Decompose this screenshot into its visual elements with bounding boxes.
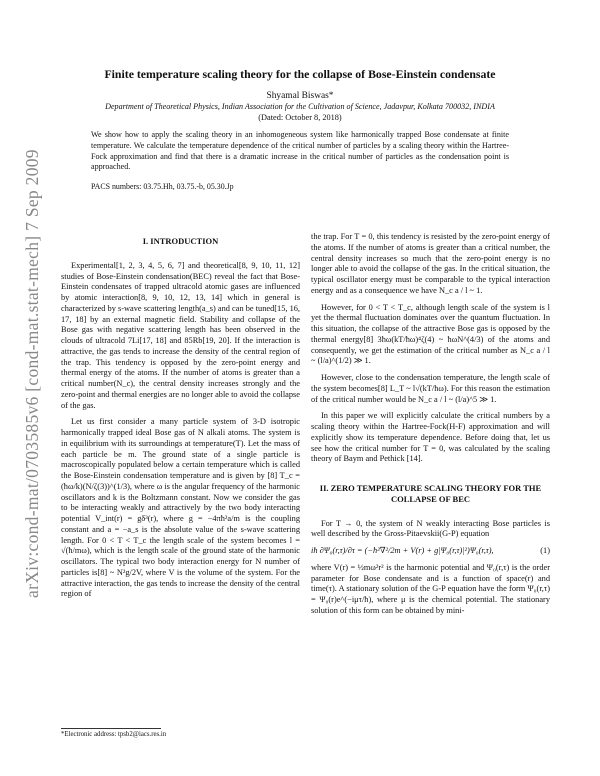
author-affiliation: Department of Theoretical Physics, Indian Association for the Cultivation of Science, Jadavpur, Kolkata 700032, INDIA [105,102,495,111]
author-name: Shyamal Biswas* [266,91,334,101]
pacs-numbers: PACS numbers: 03.75.Hh, 03.75.-b, 05.30.Jp [91,182,234,191]
paragraph: Experimental[1, 2, 3, 4, 5, 6, 7] and theoretical[8, 9, 10, 11, 12] studies of Bose-Einstein condensation(BEC) reveal the fact that Bose-Einstein condensates of trapped ultracold atomic gases are influenced by atomic interaction[8, 9, 10, 12, 13, 14] which in general is characterized by s-wave scattering length(a_s) and can be tuned[15, 16, 17, 18] by an external magnetic field. Stability and collapse of the Bose gas with negative scattering length has been observed in the clouds of ultracold 7Li[17, 18] and 85Rb[19, 20]. If the interaction is attractive, the gas tends to increase the density of the central region of the trap. This tendency is opposed by the zero-point energy and thermal energy of the atoms. If the number of atoms is greater than a critical number(N_c), the central density increases strongly and the zero-point and thermal energies are no longer able to avoid the collapse of the gas. [61,260,300,410]
equation-1 [311,546,550,557]
footnote-email: *Electronic address: tpsb2@iacs.res.in [61,731,167,738]
paragraph: the trap. For T = 0, this tendency is resisted by the zero-point energy of the atoms. If the number of atoms is greater than a critical number, the central density increases so much that the zero-point energy is no longer able to avoid the collapse of the gas. In the critical situation, the typical oscillator energy must be comparable to the typical interaction energy and as a consequence we have N_c a / l ~ 1. [311,232,550,295]
section-heading-introduction: I. INTRODUCTION [142,236,219,246]
paragraph: For T → 0, the system of N weakly interacting Bose particles is well described by the Gross-Pitaevskii(G-P) equation [311,518,550,539]
paragraph: However, for 0 < T < T_c, although length scale of the system is l yet the thermal fluctuation dominates over the quantum fluctuation. In this situation, the collapse of the attractive Bose gas is opposed by the thermal energy[8] 3ħω(kT/ħω)⁴ζ(4) ~ ħωN^(4/3) of the atoms and consequently, we get the estimation of the critical number as N_c a / l ~ (l/a)^(1/2) ≫ 1. [311,302,550,366]
arxiv-identifier: arXiv:cond-mat/0703585v6 [cond-mat.stat-mech] 7 Sep 2009 [22,149,42,598]
right-column [311,232,550,617]
equation-number: (1) [540,546,550,555]
section-heading-zero-temperature: II. ZERO TEMPERATURE SCALING THEORY FOR THE COLLAPSE OF BEC [319,483,542,504]
paragraph: where V(r) = ½mω²r² is the harmonic potential and Ψ₀(r,τ) is the order parameter for Bose condensate and is a function of space(r) and time(τ). A stationary solution of the G-P equation have the form Ψ₀(r,τ) = Ψ₀(r)e^(−iμτ/ħ), where μ is the chemical potential. The stationary solution of this form can be obtained by mini- [311,562,550,615]
paper-title: Finite temperature scaling theory for the collapse of Bose-Einstein condensate [104,67,496,81]
equation-body: iħ ∂Ψ₀(r,τ)/∂τ = (−ħ²∇²/2m + V(r) + g|Ψ₀(r,τ)|²)Ψ₀(r,τ), [311,546,494,555]
abstract: We show how to apply the scaling theory in an inhomogeneous system like harmonically trapped Bose condensate at finite temperature. We calculate the temperature dependence of the critical number of particles by a scaling theory within the Hartree-Fock approximation and find that there is a dramatic increase in the critical number of particles as the condensation point is approached. [91,130,509,172]
left-column [61,230,300,600]
paragraph: However, close to the condensation temperature, the length scale of the system becomes[8] L_T ~ l√(kT/ħω). For this reason the estimation of the critical number would be N_c a / l ~ (l/a)^5 ≫ 1. [311,373,550,404]
paragraph: In this paper we will explicitly calculate the critical numbers by a scaling theory within the Hartree-Fock(H-F) approximation and will explicitly show its temperature dependence. Before doing that, let us see how the critical number for T = 0, was calculated by the scaling theory of Baym and Pethick [14]. [311,411,550,464]
footnote-rule [61,728,161,729]
date-line: (Dated: October 8, 2018) [258,113,342,122]
paragraph: Let us first consider a many particle system of 3-D isotropic harmonically trapped ideal Bose gas of N alkali atoms. The system is in equilibrium with its surroundings at temperature(T). Let the mass of each particle be m. The ground state of a single particle is macroscopically populated below a certain temperature which is called the Bose-Einstein condensation temperature and is given by [8] T_c = (ħω/k)(N/ζ(3))^(1/3), where ω is the angular frequency of the harmonic oscillators and k is the Boltzmann constant. Now we consider the gas to be interacting weakly and attractively by the two body interacting potential V_int(r) = gδ³(r), where g = −4πħ²a/m is the coupling constant and a = −a_s is the absolute value of the s-wave scattering length. For 0 < T < T_c the length scale of the system becomes l = √(ħ/mω), which is the length scale of the ground state of the harmonic oscillators. The typical two body interaction energy for N number of particles is[8] ~ N²g/2V, where V is the volume of the system. For the attractive interaction, the gas tends to increase the density of the central region of [61,417,300,599]
